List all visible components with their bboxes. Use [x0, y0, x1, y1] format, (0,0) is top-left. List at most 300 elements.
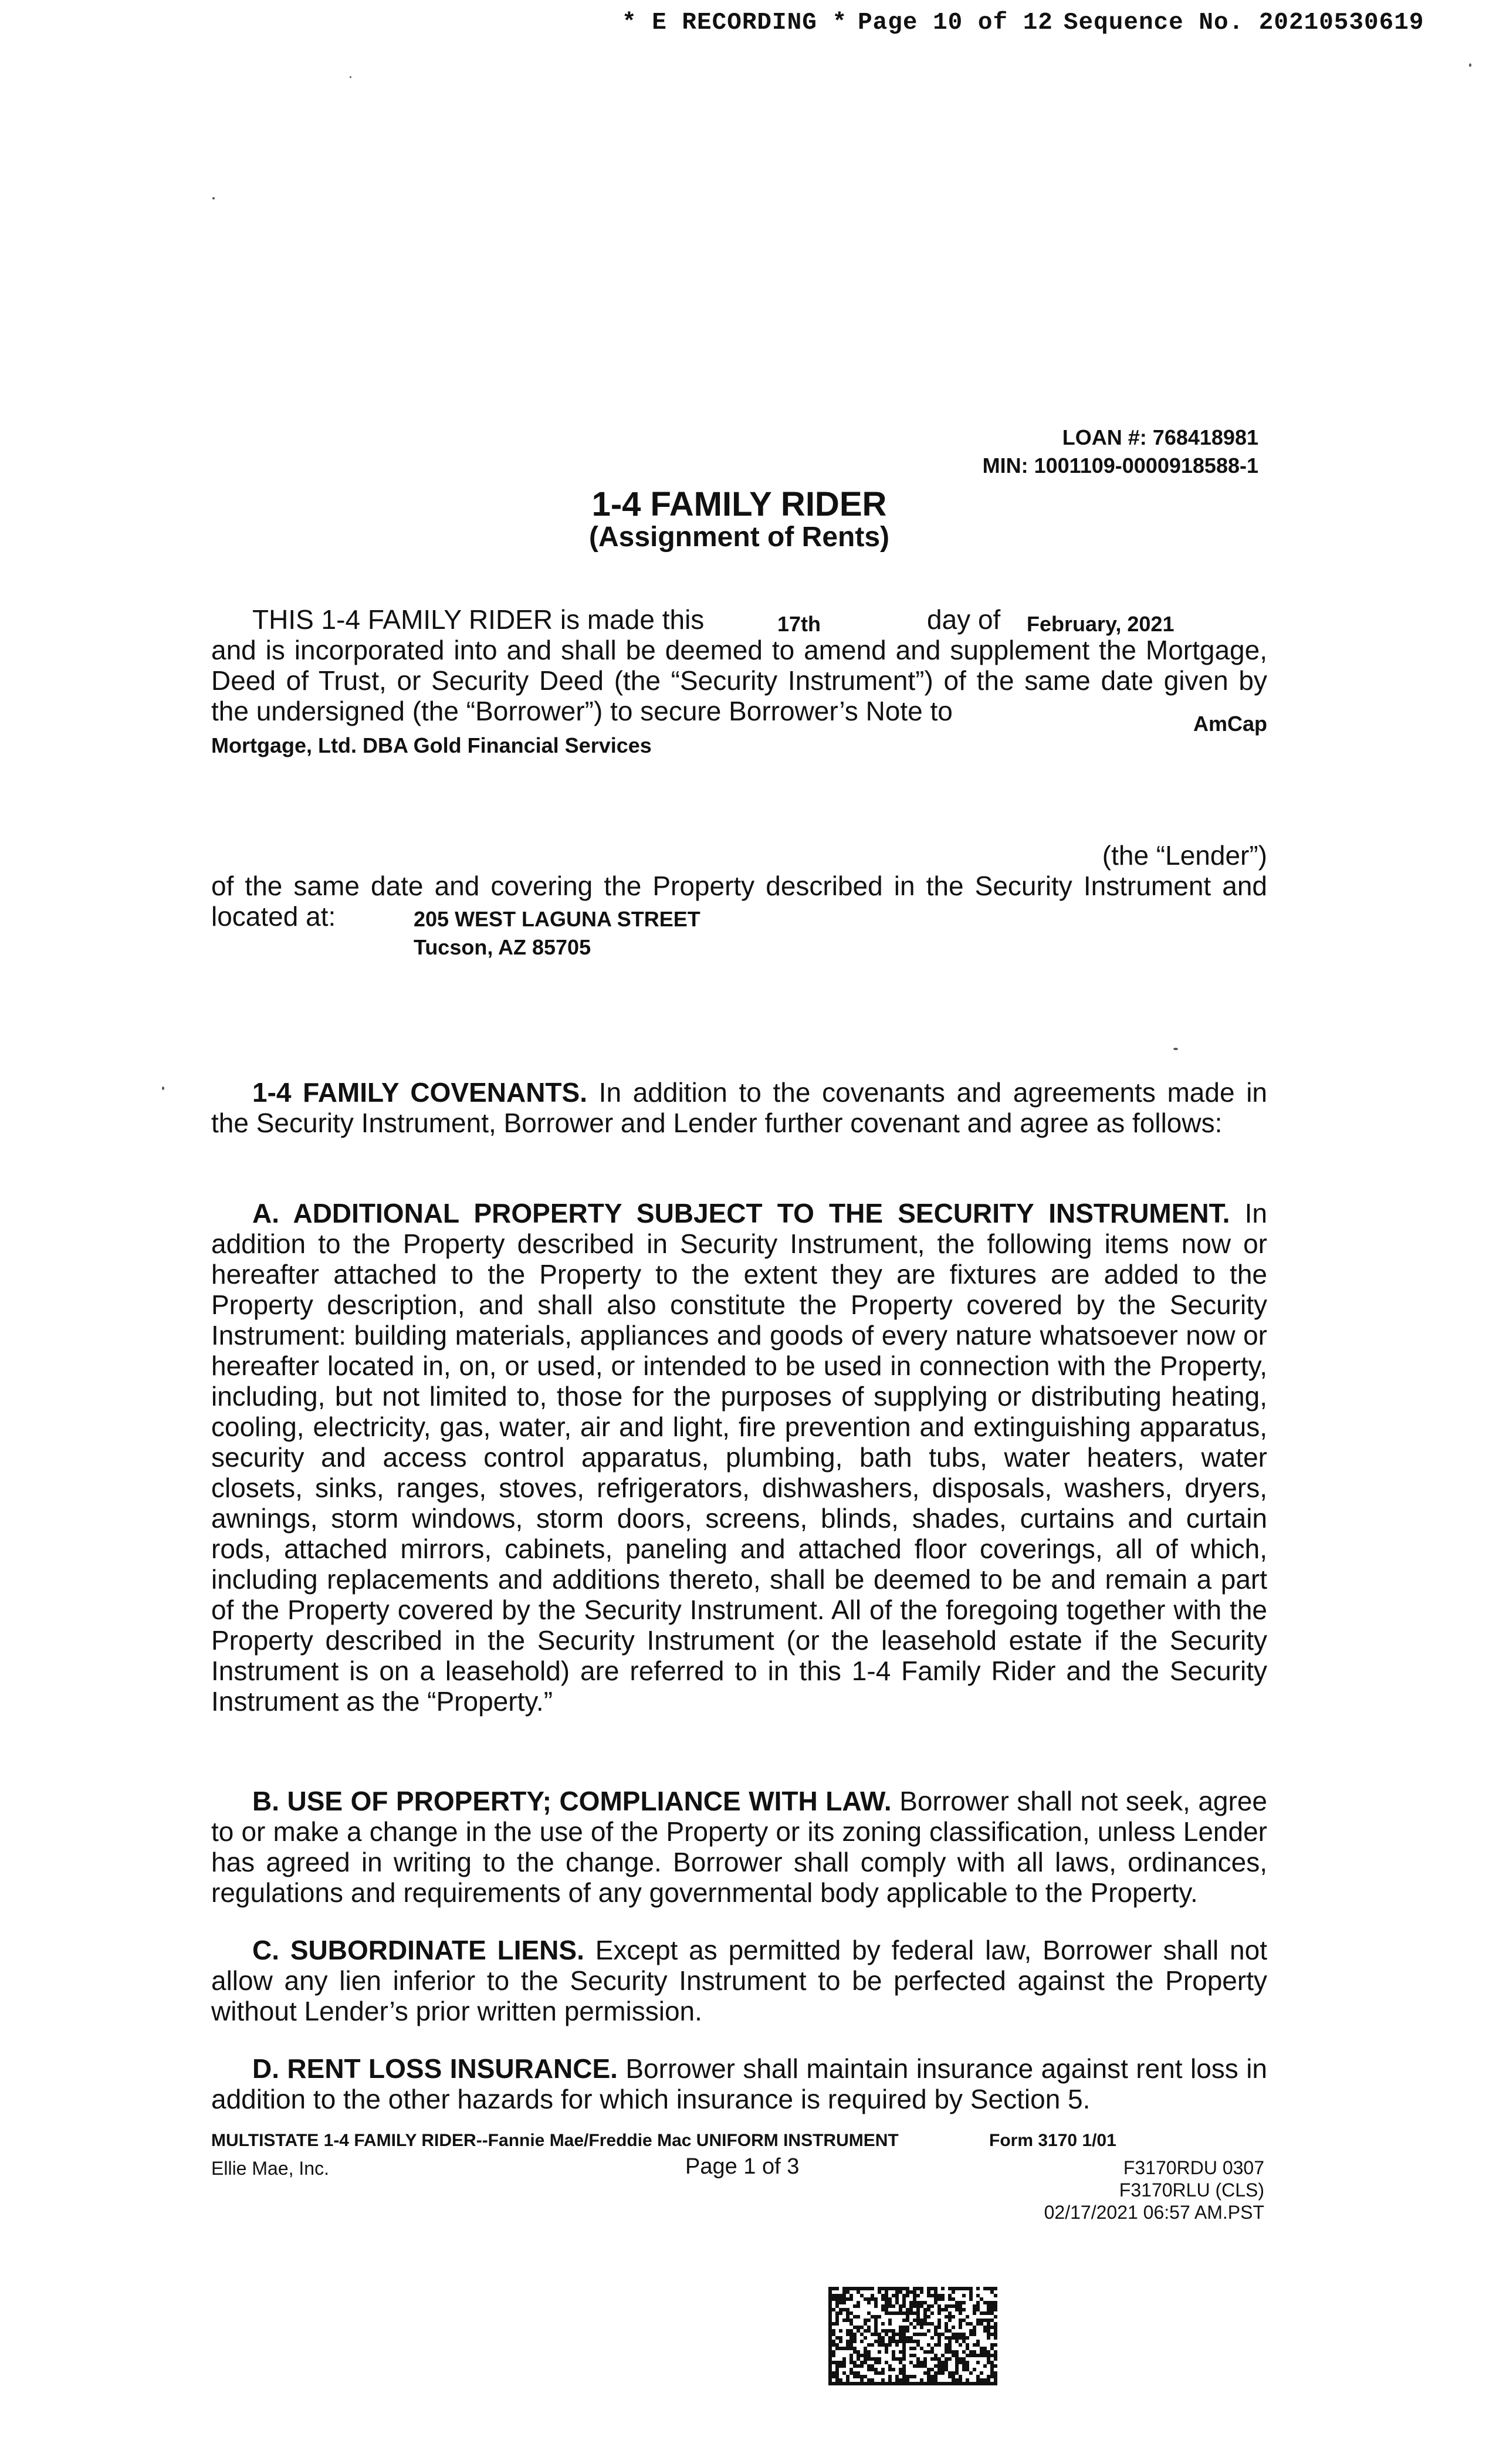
barcode-module	[881, 2297, 885, 2301]
barcode-module	[923, 2315, 927, 2319]
barcode-module	[849, 2382, 853, 2385]
barcode-module	[930, 2375, 934, 2378]
barcode-module	[983, 2378, 987, 2382]
barcode-module	[839, 2361, 842, 2364]
barcode-module	[987, 2357, 990, 2361]
barcode-module	[828, 2311, 832, 2315]
barcode-module	[835, 2375, 839, 2378]
barcode-module	[948, 2287, 952, 2290]
barcode-module	[916, 2315, 920, 2319]
barcode-module	[888, 2311, 892, 2315]
barcode-module	[849, 2347, 853, 2350]
barcode-module	[969, 2294, 973, 2297]
barcode-module	[990, 2311, 994, 2315]
barcode-module	[987, 2326, 990, 2329]
barcode-module	[842, 2357, 846, 2361]
barcode-module	[994, 2354, 997, 2357]
day-field: 17th	[777, 612, 821, 636]
barcode-module	[849, 2333, 853, 2336]
barcode-module	[952, 2290, 955, 2294]
recording-sequence: Sequence No. 20210530619	[1063, 9, 1424, 36]
barcode-module	[990, 2326, 994, 2329]
barcode-module	[857, 2364, 860, 2368]
section-c-heading: C. SUBORDINATE LIENS.	[252, 1935, 584, 1965]
barcode-module	[835, 2364, 839, 2368]
barcode-module	[945, 2357, 948, 2361]
barcode-module	[906, 2336, 909, 2340]
barcode-module	[899, 2308, 902, 2311]
barcode-module	[913, 2333, 916, 2336]
barcode-module	[966, 2336, 969, 2340]
barcode-module	[842, 2382, 846, 2385]
barcode-module	[902, 2311, 906, 2315]
barcode-module	[867, 2343, 871, 2347]
barcode-module	[955, 2378, 959, 2382]
barcode-module	[994, 2308, 997, 2311]
barcode-module	[849, 2371, 853, 2375]
barcode-module	[874, 2322, 878, 2326]
barcode-module	[976, 2375, 980, 2378]
barcode-module	[948, 2319, 952, 2322]
barcode-module	[920, 2322, 923, 2326]
section-c	[211, 1935, 1267, 2026]
barcode-module	[881, 2378, 885, 2382]
barcode-module	[923, 2319, 927, 2322]
barcode-module	[941, 2361, 945, 2364]
barcode-module	[864, 2322, 867, 2326]
barcode-module	[860, 2378, 864, 2382]
barcode-module	[874, 2382, 878, 2385]
barcode-module	[835, 2304, 839, 2308]
barcode-module	[895, 2357, 899, 2361]
barcode-module	[899, 2287, 902, 2290]
barcode-module	[835, 2315, 839, 2319]
barcode-module	[927, 2290, 930, 2294]
barcode-module	[937, 2371, 941, 2375]
barcode-module	[916, 2357, 920, 2361]
barcode-module	[955, 2364, 959, 2368]
barcode-module	[962, 2287, 966, 2290]
barcode-module	[973, 2329, 976, 2333]
barcode-module	[976, 2378, 980, 2382]
barcode-module	[857, 2357, 860, 2361]
barcode-module	[853, 2364, 857, 2368]
barcode-module	[860, 2375, 864, 2378]
barcode-module	[952, 2378, 955, 2382]
barcode-module	[832, 2382, 835, 2385]
barcode-module	[909, 2308, 913, 2311]
barcode-module	[948, 2304, 952, 2308]
barcode-module	[945, 2350, 948, 2354]
barcode-module	[864, 2361, 867, 2364]
barcode-module	[902, 2301, 906, 2304]
lender-name-part2: Mortgage, Ltd. DBA Gold Financial Services	[211, 733, 652, 757]
barcode-module	[828, 2287, 832, 2290]
barcode-module	[934, 2378, 937, 2382]
barcode-module	[828, 2340, 832, 2343]
min-number: MIN: 1001109-0000918588-1	[982, 453, 1258, 478]
barcode-module	[920, 2304, 923, 2308]
barcode-module	[948, 2294, 952, 2297]
barcode-module	[899, 2361, 902, 2364]
barcode-module	[842, 2294, 846, 2297]
barcode-module	[959, 2319, 962, 2322]
barcode-module	[846, 2378, 849, 2382]
barcode-module	[994, 2287, 997, 2290]
barcode-module	[832, 2287, 835, 2290]
barcode-module	[842, 2371, 846, 2375]
barcode-module	[881, 2340, 885, 2343]
document-subtitle: (Assignment of Rents)	[588, 522, 889, 553]
barcode-module	[835, 2294, 839, 2297]
barcode-module	[927, 2382, 930, 2385]
barcode-module	[857, 2315, 860, 2319]
barcode-module	[948, 2329, 952, 2333]
barcode-module	[923, 2364, 927, 2368]
barcode-module	[920, 2326, 923, 2329]
barcode-module	[955, 2354, 959, 2357]
section-d-heading: D. RENT LOSS INSURANCE.	[252, 2053, 618, 2084]
barcode-module	[948, 2315, 952, 2319]
barcode-module	[930, 2378, 934, 2382]
barcode-module	[983, 2287, 987, 2290]
day-of-label: day of	[927, 604, 1001, 635]
barcode-module	[959, 2375, 962, 2378]
scan-speck	[162, 1087, 164, 1090]
barcode-module	[853, 2315, 857, 2319]
barcode-module	[902, 2287, 906, 2290]
barcode-module	[867, 2378, 871, 2382]
barcode-module	[899, 2326, 902, 2329]
barcode-module	[828, 2361, 832, 2364]
barcode-module	[913, 2347, 916, 2350]
barcode-module	[983, 2311, 987, 2315]
barcode-module	[937, 2297, 941, 2301]
scan-speck	[1173, 1048, 1178, 1050]
barcode-module	[902, 2371, 906, 2375]
barcode-module	[990, 2304, 994, 2308]
barcode-module	[966, 2354, 969, 2357]
barcode-module	[874, 2329, 878, 2333]
barcode-module	[930, 2336, 934, 2340]
barcode-module	[899, 2336, 902, 2340]
barcode-module	[857, 2326, 860, 2329]
barcode-module	[969, 2297, 973, 2301]
barcode-module	[899, 2371, 902, 2375]
barcode-module	[828, 2297, 832, 2301]
barcode-module	[966, 2347, 969, 2350]
barcode-module	[948, 2336, 952, 2340]
barcode-module	[832, 2350, 835, 2354]
barcode-module	[969, 2371, 973, 2375]
barcode-module	[885, 2308, 888, 2311]
barcode-module	[867, 2326, 871, 2329]
barcode-module	[945, 2347, 948, 2350]
barcode-module	[860, 2361, 864, 2364]
barcode-module	[941, 2371, 945, 2375]
barcode-module	[983, 2350, 987, 2354]
barcode-module	[885, 2297, 888, 2301]
barcode-module	[927, 2315, 930, 2319]
barcode-module	[934, 2364, 937, 2368]
lender-name-part1: AmCap	[1193, 712, 1267, 736]
barcode-module	[945, 2304, 948, 2308]
barcode-module	[945, 2368, 948, 2371]
barcode-module	[941, 2294, 945, 2297]
section-b	[211, 1786, 1267, 1908]
barcode-module	[966, 2368, 969, 2371]
barcode-module	[871, 2343, 874, 2347]
barcode-module	[937, 2368, 941, 2371]
barcode-module	[976, 2304, 980, 2308]
barcode-module	[902, 2350, 906, 2354]
barcode-module	[881, 2308, 885, 2311]
barcode-module	[902, 2336, 906, 2340]
barcode-module	[994, 2329, 997, 2333]
barcode-module	[987, 2336, 990, 2340]
barcode-module	[832, 2371, 835, 2375]
barcode-module	[962, 2350, 966, 2354]
barcode-module	[906, 2315, 909, 2319]
barcode-module	[948, 2371, 952, 2375]
property-address-line2: Tucson, AZ 85705	[414, 935, 591, 959]
barcode-module	[916, 2361, 920, 2364]
barcode-module	[853, 2361, 857, 2364]
barcode-module	[969, 2350, 973, 2354]
barcode-module	[916, 2382, 920, 2385]
barcode-module	[920, 2287, 923, 2290]
barcode-module	[994, 2322, 997, 2326]
barcode-module	[966, 2343, 969, 2347]
barcode-module	[871, 2364, 874, 2368]
barcode-module	[923, 2357, 927, 2361]
barcode-module	[920, 2333, 923, 2336]
barcode-module	[987, 2308, 990, 2311]
barcode-module	[828, 2378, 832, 2382]
barcode-module	[839, 2297, 842, 2301]
barcode-module	[976, 2301, 980, 2304]
barcode-module	[934, 2326, 937, 2329]
barcode-module	[952, 2382, 955, 2385]
barcode-module	[913, 2375, 916, 2378]
barcode-module	[952, 2315, 955, 2319]
barcode-module	[962, 2364, 966, 2368]
barcode-module	[906, 2340, 909, 2343]
barcode-module	[888, 2319, 892, 2322]
barcode-module	[976, 2294, 980, 2297]
barcode-module	[895, 2290, 899, 2294]
barcode-module	[839, 2329, 842, 2333]
barcode-module	[952, 2287, 955, 2290]
scan-speck	[1469, 63, 1471, 67]
barcode-module	[828, 2347, 832, 2350]
barcode-module	[874, 2304, 878, 2308]
barcode-module	[892, 2382, 895, 2385]
barcode-module	[867, 2301, 871, 2304]
barcode-module	[987, 2350, 990, 2354]
barcode-module	[990, 2301, 994, 2304]
barcode-module	[899, 2350, 902, 2354]
barcode-module	[881, 2322, 885, 2326]
barcode-module	[959, 2311, 962, 2315]
barcode-module	[878, 2350, 881, 2354]
barcode-module	[994, 2357, 997, 2361]
barcode-module	[846, 2308, 849, 2311]
barcode-module	[948, 2350, 952, 2354]
barcode-module	[835, 2368, 839, 2371]
barcode-module	[973, 2343, 976, 2347]
barcode-module	[976, 2343, 980, 2347]
barcode-module	[913, 2326, 916, 2329]
barcode-module	[973, 2311, 976, 2315]
barcode-module	[853, 2382, 857, 2385]
barcode-module	[973, 2304, 976, 2308]
barcode-module	[853, 2326, 857, 2329]
barcode-module	[934, 2382, 937, 2385]
barcode-module	[937, 2322, 941, 2326]
barcode-module	[987, 2287, 990, 2290]
barcode-module	[955, 2357, 959, 2361]
barcode-module	[909, 2304, 913, 2308]
barcode-module	[959, 2322, 962, 2326]
footer-vendor: Ellie Mae, Inc.	[211, 2158, 329, 2179]
barcode-module	[885, 2350, 888, 2354]
barcode-module	[973, 2308, 976, 2311]
barcode-module	[853, 2333, 857, 2336]
barcode-module	[885, 2382, 888, 2385]
barcode-module	[895, 2378, 899, 2382]
barcode-module	[902, 2329, 906, 2333]
barcode-module	[990, 2354, 994, 2357]
barcode-module	[909, 2347, 913, 2350]
barcode-module	[899, 2340, 902, 2343]
barcode-module	[959, 2378, 962, 2382]
barcode-module	[909, 2311, 913, 2315]
barcode-module	[990, 2308, 994, 2311]
barcode-module	[867, 2357, 871, 2361]
barcode-module	[927, 2368, 930, 2371]
barcode-module	[969, 2329, 973, 2333]
barcode-module	[913, 2340, 916, 2343]
barcode-module	[842, 2308, 846, 2311]
barcode-module	[983, 2382, 987, 2385]
barcode-module	[853, 2350, 857, 2354]
barcode-module	[874, 2371, 878, 2375]
barcode-module	[994, 2371, 997, 2375]
barcode-module	[860, 2294, 864, 2297]
barcode-module	[994, 2378, 997, 2382]
barcode-module	[923, 2350, 927, 2354]
barcode-module	[927, 2294, 930, 2297]
barcode-module	[860, 2340, 864, 2343]
barcode-module	[895, 2287, 899, 2290]
barcode-module	[994, 2301, 997, 2304]
barcode-module	[828, 2290, 832, 2294]
barcode-module	[888, 2368, 892, 2371]
barcode-module	[867, 2382, 871, 2385]
barcode-image	[828, 2287, 997, 2385]
barcode-module	[994, 2326, 997, 2329]
barcode-module	[902, 2378, 906, 2382]
barcode-module	[966, 2287, 969, 2290]
barcode-module	[839, 2378, 842, 2382]
barcode-module	[962, 2336, 966, 2340]
barcode-module	[920, 2361, 923, 2364]
barcode-module	[857, 2287, 860, 2290]
barcode-module	[892, 2350, 895, 2354]
barcode-module	[835, 2319, 839, 2322]
barcode-module	[948, 2311, 952, 2315]
barcode-module	[828, 2354, 832, 2357]
barcode-module	[909, 2375, 913, 2378]
barcode-module	[983, 2364, 987, 2368]
barcode-module	[969, 2290, 973, 2294]
loan-number: LOAN #: 768418981	[1062, 425, 1258, 449]
barcode-module	[849, 2322, 853, 2326]
barcode-module	[892, 2340, 895, 2343]
barcode-module	[849, 2361, 853, 2364]
barcode-module	[902, 2375, 906, 2378]
barcode-module	[885, 2311, 888, 2315]
barcode-module	[913, 2287, 916, 2290]
barcode-module	[885, 2329, 888, 2333]
barcode-module	[927, 2329, 930, 2333]
barcode-module	[832, 2333, 835, 2336]
barcode-module	[835, 2336, 839, 2340]
barcode-module	[832, 2297, 835, 2301]
barcode-module	[828, 2357, 832, 2361]
barcode-module	[871, 2368, 874, 2371]
barcode-module	[980, 2354, 983, 2357]
footer-timestamp: 02/17/2021 06:57 AM.PST	[1044, 2202, 1264, 2223]
barcode-module	[846, 2333, 849, 2336]
barcode-module	[902, 2343, 906, 2347]
barcode-module	[937, 2319, 941, 2322]
barcode-module	[828, 2301, 832, 2304]
barcode-module	[874, 2333, 878, 2336]
barcode-module	[892, 2304, 895, 2308]
barcode-module	[828, 2364, 832, 2368]
barcode-module	[867, 2319, 871, 2322]
barcode-module	[839, 2294, 842, 2297]
barcode-module	[927, 2322, 930, 2326]
barcode-module	[878, 2333, 881, 2336]
barcode-module	[934, 2375, 937, 2378]
barcode-module	[983, 2354, 987, 2357]
barcode-module	[878, 2371, 881, 2375]
barcode-module	[878, 2287, 881, 2290]
barcode-module	[885, 2343, 888, 2347]
barcode-module	[853, 2336, 857, 2340]
barcode-module	[948, 2297, 952, 2301]
barcode-module	[888, 2329, 892, 2333]
barcode-module	[976, 2287, 980, 2290]
barcode-module	[945, 2329, 948, 2333]
barcode-module	[983, 2329, 987, 2333]
barcode-module	[955, 2361, 959, 2364]
barcode-module	[839, 2308, 842, 2311]
barcode-module	[846, 2311, 849, 2315]
barcode-module	[941, 2354, 945, 2357]
barcode-module	[846, 2343, 849, 2347]
barcode-module	[902, 2382, 906, 2385]
barcode-module	[983, 2301, 987, 2304]
barcode-module	[895, 2343, 899, 2347]
barcode-module	[937, 2382, 941, 2385]
barcode-module	[980, 2319, 983, 2322]
barcode-module	[941, 2382, 945, 2385]
barcode-module	[839, 2347, 842, 2350]
